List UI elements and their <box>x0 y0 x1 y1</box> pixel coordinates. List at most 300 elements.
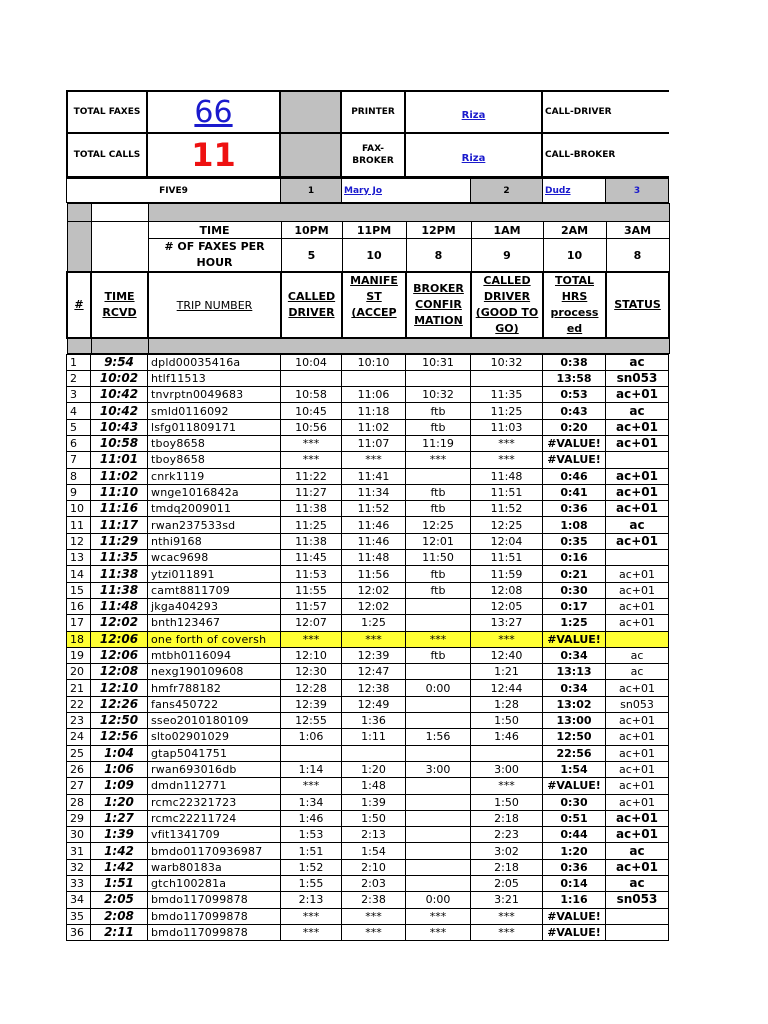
time-received-cell[interactable]: 12:26 <box>91 696 148 712</box>
good-to-go-cell[interactable] <box>471 745 543 761</box>
status-cell[interactable]: ac+01 <box>606 778 669 794</box>
manifest-cell[interactable]: 2:38 <box>342 892 406 908</box>
row-number[interactable]: 10 <box>67 501 91 517</box>
broker-confirmation-cell[interactable]: *** <box>406 924 471 940</box>
status-cell[interactable] <box>606 908 669 924</box>
time-received-cell[interactable]: 11:02 <box>91 468 148 484</box>
status-cell[interactable]: ac+01 <box>606 598 669 614</box>
table-row[interactable] <box>67 550 669 566</box>
status-cell[interactable]: ac <box>606 517 669 533</box>
status-cell[interactable]: ac <box>606 876 669 892</box>
trip-number-cell[interactable]: nthi9168 <box>148 533 281 549</box>
table-row[interactable] <box>67 582 669 598</box>
good-to-go-cell[interactable]: 11:52 <box>471 501 543 517</box>
time-received-cell[interactable]: 11:35 <box>91 550 148 566</box>
status-cell[interactable]: ac <box>606 354 669 370</box>
table-row[interactable] <box>67 859 669 875</box>
total-hrs-cell[interactable]: 0:43 <box>543 403 606 419</box>
trip-number-cell[interactable]: camt8811709 <box>148 582 281 598</box>
called-driver-cell[interactable]: 12:39 <box>281 696 342 712</box>
called-driver-cell[interactable]: 12:07 <box>281 615 342 631</box>
row-number[interactable]: 27 <box>67 778 91 794</box>
total-hrs-cell[interactable]: 22:56 <box>543 745 606 761</box>
table-row[interactable] <box>67 713 669 729</box>
time-received-cell[interactable]: 10:42 <box>91 387 148 403</box>
total-hrs-cell[interactable]: #VALUE! <box>543 908 606 924</box>
good-to-go-cell[interactable]: 2:23 <box>471 827 543 843</box>
manifest-cell[interactable]: *** <box>342 452 406 468</box>
status-cell[interactable]: ac <box>606 664 669 680</box>
row-number[interactable]: 21 <box>67 680 91 696</box>
time-received-cell[interactable]: 1:09 <box>91 778 148 794</box>
good-to-go-cell[interactable]: 12:25 <box>471 517 543 533</box>
status-cell[interactable] <box>606 924 669 940</box>
time-received-cell[interactable]: 1:20 <box>91 794 148 810</box>
time-received-cell[interactable]: 1:42 <box>91 859 148 875</box>
trip-number-cell[interactable]: sseo2010180109 <box>148 713 281 729</box>
total-faxes-value[interactable]: 66 <box>147 91 280 133</box>
called-driver-cell[interactable]: 11:22 <box>281 468 342 484</box>
manifest-cell[interactable]: 12:39 <box>342 647 406 663</box>
manifest-cell[interactable]: 11:07 <box>342 435 406 451</box>
row-number[interactable]: 29 <box>67 810 91 826</box>
table-row[interactable] <box>67 892 669 908</box>
called-driver-cell[interactable]: 1:52 <box>281 859 342 875</box>
broker-confirmation-cell[interactable]: 11:19 <box>406 435 471 451</box>
manifest-cell[interactable]: 1:48 <box>342 778 406 794</box>
row-number[interactable]: 23 <box>67 713 91 729</box>
good-to-go-cell[interactable]: 12:04 <box>471 533 543 549</box>
row-number[interactable]: 22 <box>67 696 91 712</box>
manifest-cell[interactable]: 1:20 <box>342 761 406 777</box>
table-row[interactable] <box>67 761 669 777</box>
time-received-cell[interactable]: 2:05 <box>91 892 148 908</box>
row-number[interactable]: 19 <box>67 647 91 663</box>
called-driver-cell[interactable]: 1:46 <box>281 810 342 826</box>
total-hrs-cell[interactable]: 1:16 <box>543 892 606 908</box>
manifest-cell[interactable]: 1:50 <box>342 810 406 826</box>
row-number[interactable]: 17 <box>67 615 91 631</box>
good-to-go-cell[interactable]: 11:03 <box>471 419 543 435</box>
time-received-cell[interactable]: 10:43 <box>91 419 148 435</box>
time-received-cell[interactable]: 10:42 <box>91 403 148 419</box>
total-hrs-cell[interactable]: 13:02 <box>543 696 606 712</box>
manifest-cell[interactable]: 2:10 <box>342 859 406 875</box>
called-driver-cell[interactable]: 11:55 <box>281 582 342 598</box>
good-to-go-cell[interactable]: 1:50 <box>471 794 543 810</box>
time-received-cell[interactable]: 12:08 <box>91 664 148 680</box>
row-number[interactable]: 16 <box>67 598 91 614</box>
called-driver-cell[interactable]: *** <box>281 452 342 468</box>
total-hrs-cell[interactable]: 0:20 <box>543 419 606 435</box>
row-number[interactable]: 14 <box>67 566 91 582</box>
status-cell[interactable]: ac+01 <box>606 827 669 843</box>
status-cell[interactable]: sn053 <box>606 696 669 712</box>
row-number[interactable]: 2 <box>67 370 91 386</box>
time-received-cell[interactable]: 1:39 <box>91 827 148 843</box>
table-row[interactable] <box>67 908 669 924</box>
status-cell[interactable]: ac+01 <box>606 533 669 549</box>
total-hrs-cell[interactable]: 1:20 <box>543 843 606 859</box>
trip-number-cell[interactable]: one forth of coversh <box>148 631 281 647</box>
row-number[interactable]: 9 <box>67 484 91 500</box>
called-driver-cell[interactable]: 12:30 <box>281 664 342 680</box>
broker-confirmation-cell[interactable] <box>406 778 471 794</box>
manifest-cell[interactable]: 1:54 <box>342 843 406 859</box>
trip-number-cell[interactable]: tnvrptn0049683 <box>148 387 281 403</box>
broker-confirmation-cell[interactable]: ftb <box>406 566 471 582</box>
good-to-go-cell[interactable]: 12:05 <box>471 598 543 614</box>
row-number[interactable]: 15 <box>67 582 91 598</box>
broker-confirmation-cell[interactable]: *** <box>406 452 471 468</box>
manifest-cell[interactable]: 1:36 <box>342 713 406 729</box>
fax-broker-link[interactable]: Riza <box>461 152 486 164</box>
status-cell[interactable] <box>606 452 669 468</box>
table-row[interactable] <box>67 403 669 419</box>
called-driver-cell[interactable]: 10:04 <box>281 354 342 370</box>
manifest-cell[interactable]: 11:06 <box>342 387 406 403</box>
time-received-cell[interactable]: 11:38 <box>91 566 148 582</box>
time-received-cell[interactable]: 10:58 <box>91 435 148 451</box>
called-driver-cell[interactable]: 11:25 <box>281 517 342 533</box>
status-cell[interactable]: sn053 <box>606 892 669 908</box>
manifest-cell[interactable]: *** <box>342 908 406 924</box>
table-row[interactable] <box>67 729 669 745</box>
broker-confirmation-cell[interactable] <box>406 696 471 712</box>
time-received-cell[interactable]: 9:54 <box>91 354 148 370</box>
broker-confirmation-cell[interactable] <box>406 810 471 826</box>
row-number[interactable]: 3 <box>67 387 91 403</box>
trip-number-cell[interactable]: htlf11513 <box>148 370 281 386</box>
five9-agent-1[interactable]: Mary Jo <box>344 185 382 196</box>
total-hrs-cell[interactable]: 0:16 <box>543 550 606 566</box>
good-to-go-cell[interactable]: 1:46 <box>471 729 543 745</box>
manifest-cell[interactable]: 12:47 <box>342 664 406 680</box>
status-cell[interactable]: ac <box>606 403 669 419</box>
trip-number-cell[interactable]: fans450722 <box>148 696 281 712</box>
table-row[interactable] <box>67 778 669 794</box>
time-received-cell[interactable]: 12:10 <box>91 680 148 696</box>
manifest-cell[interactable]: 11:02 <box>342 419 406 435</box>
broker-confirmation-cell[interactable] <box>406 745 471 761</box>
time-received-cell[interactable]: 1:51 <box>91 876 148 892</box>
table-row[interactable] <box>67 468 669 484</box>
table-row[interactable] <box>67 419 669 435</box>
broker-confirmation-cell[interactable] <box>406 615 471 631</box>
time-received-cell[interactable]: 1:04 <box>91 745 148 761</box>
time-received-cell[interactable]: 11:29 <box>91 533 148 549</box>
good-to-go-cell[interactable] <box>471 370 543 386</box>
good-to-go-cell[interactable]: 3:21 <box>471 892 543 908</box>
table-row[interactable] <box>67 354 669 370</box>
total-hrs-cell[interactable]: 0:35 <box>543 533 606 549</box>
table-row[interactable] <box>67 843 669 859</box>
called-driver-cell[interactable]: 12:28 <box>281 680 342 696</box>
broker-confirmation-cell[interactable]: ftb <box>406 484 471 500</box>
five9-agent-1-cell[interactable] <box>342 179 471 203</box>
good-to-go-cell[interactable]: 3:00 <box>471 761 543 777</box>
called-driver-cell[interactable]: 1:14 <box>281 761 342 777</box>
time-received-cell[interactable]: 12:02 <box>91 615 148 631</box>
called-driver-cell[interactable]: 11:38 <box>281 533 342 549</box>
good-to-go-cell[interactable]: *** <box>471 778 543 794</box>
status-cell[interactable] <box>606 631 669 647</box>
total-hrs-cell[interactable]: 0:41 <box>543 484 606 500</box>
row-number[interactable]: 4 <box>67 403 91 419</box>
total-hrs-cell[interactable]: 0:36 <box>543 501 606 517</box>
broker-confirmation-cell[interactable] <box>406 794 471 810</box>
time-received-cell[interactable]: 11:17 <box>91 517 148 533</box>
manifest-cell[interactable]: *** <box>342 924 406 940</box>
status-cell[interactable]: ac+01 <box>606 484 669 500</box>
broker-confirmation-cell[interactable]: 0:00 <box>406 680 471 696</box>
time-received-cell[interactable]: 1:06 <box>91 761 148 777</box>
broker-confirmation-cell[interactable] <box>406 876 471 892</box>
broker-confirmation-cell[interactable]: 10:32 <box>406 387 471 403</box>
trip-number-cell[interactable]: rwan693016db <box>148 761 281 777</box>
time-received-cell[interactable]: 11:01 <box>91 452 148 468</box>
trip-number-cell[interactable]: bmdo117099878 <box>148 908 281 924</box>
total-hrs-cell[interactable]: 0:36 <box>543 859 606 875</box>
broker-confirmation-cell[interactable] <box>406 827 471 843</box>
manifest-cell[interactable]: 12:38 <box>342 680 406 696</box>
total-hrs-cell[interactable]: #VALUE! <box>543 778 606 794</box>
manifest-cell[interactable] <box>342 370 406 386</box>
table-row[interactable] <box>67 631 669 647</box>
five9-agent-2-cell[interactable] <box>543 179 606 203</box>
good-to-go-cell[interactable]: 2:05 <box>471 876 543 892</box>
good-to-go-cell[interactable]: 11:48 <box>471 468 543 484</box>
called-driver-cell[interactable]: 1:53 <box>281 827 342 843</box>
manifest-cell[interactable]: 11:46 <box>342 517 406 533</box>
fax-broker-cell[interactable] <box>405 133 542 177</box>
good-to-go-cell[interactable]: *** <box>471 908 543 924</box>
total-hrs-cell[interactable]: 0:46 <box>543 468 606 484</box>
good-to-go-cell[interactable]: 13:27 <box>471 615 543 631</box>
total-hrs-cell[interactable]: 13:58 <box>543 370 606 386</box>
status-cell[interactable]: ac+01 <box>606 713 669 729</box>
total-hrs-cell[interactable]: 1:25 <box>543 615 606 631</box>
total-hrs-cell[interactable]: 0:14 <box>543 876 606 892</box>
manifest-cell[interactable] <box>342 745 406 761</box>
table-row[interactable] <box>67 680 669 696</box>
trip-number-cell[interactable]: rcmc22321723 <box>148 794 281 810</box>
table-row[interactable] <box>67 827 669 843</box>
row-number[interactable]: 26 <box>67 761 91 777</box>
called-driver-cell[interactable] <box>281 370 342 386</box>
total-hrs-cell[interactable]: 0:30 <box>543 582 606 598</box>
broker-confirmation-cell[interactable] <box>406 664 471 680</box>
good-to-go-cell[interactable]: 1:21 <box>471 664 543 680</box>
good-to-go-cell[interactable]: 11:59 <box>471 566 543 582</box>
good-to-go-cell[interactable]: *** <box>471 631 543 647</box>
broker-confirmation-cell[interactable]: 0:00 <box>406 892 471 908</box>
time-received-cell[interactable]: 11:10 <box>91 484 148 500</box>
status-cell[interactable]: ac+01 <box>606 810 669 826</box>
called-driver-cell[interactable]: *** <box>281 435 342 451</box>
broker-confirmation-cell[interactable]: ftb <box>406 403 471 419</box>
status-cell[interactable]: ac+01 <box>606 761 669 777</box>
table-row[interactable] <box>67 484 669 500</box>
broker-confirmation-cell[interactable] <box>406 468 471 484</box>
row-number[interactable]: 35 <box>67 908 91 924</box>
good-to-go-cell[interactable]: 12:40 <box>471 647 543 663</box>
good-to-go-cell[interactable]: 11:25 <box>471 403 543 419</box>
trip-number-cell[interactable]: dpld00035416a <box>148 354 281 370</box>
called-driver-cell[interactable]: 11:53 <box>281 566 342 582</box>
good-to-go-cell[interactable]: 1:28 <box>471 696 543 712</box>
printer-cell[interactable] <box>405 91 542 133</box>
table-row[interactable] <box>67 924 669 940</box>
trip-number-cell[interactable]: dmdn112771 <box>148 778 281 794</box>
status-cell[interactable]: ac <box>606 647 669 663</box>
trip-number-cell[interactable]: jkga404293 <box>148 598 281 614</box>
table-row[interactable] <box>67 664 669 680</box>
trip-number-cell[interactable]: bmdo117099878 <box>148 924 281 940</box>
time-received-cell[interactable]: 11:16 <box>91 501 148 517</box>
time-received-cell[interactable]: 12:06 <box>91 631 148 647</box>
called-driver-cell[interactable]: 1:34 <box>281 794 342 810</box>
status-cell[interactable]: ac+01 <box>606 387 669 403</box>
row-number[interactable]: 13 <box>67 550 91 566</box>
trip-number-cell[interactable]: vfit1341709 <box>148 827 281 843</box>
row-number[interactable]: 7 <box>67 452 91 468</box>
total-hrs-cell[interactable]: 0:21 <box>543 566 606 582</box>
trip-number-cell[interactable]: gtch100281a <box>148 876 281 892</box>
trip-number-cell[interactable]: warb80183a <box>148 859 281 875</box>
trip-number-cell[interactable]: tboy8658 <box>148 435 281 451</box>
trip-number-cell[interactable]: cnrk1119 <box>148 468 281 484</box>
good-to-go-cell[interactable]: 11:51 <box>471 484 543 500</box>
called-driver-cell[interactable] <box>281 745 342 761</box>
manifest-cell[interactable]: 11:56 <box>342 566 406 582</box>
table-row[interactable] <box>67 452 669 468</box>
called-driver-cell[interactable]: 11:57 <box>281 598 342 614</box>
row-number[interactable]: 8 <box>67 468 91 484</box>
status-cell[interactable]: ac+01 <box>606 680 669 696</box>
called-driver-cell[interactable]: 10:45 <box>281 403 342 419</box>
time-received-cell[interactable]: 12:50 <box>91 713 148 729</box>
row-number[interactable]: 12 <box>67 533 91 549</box>
good-to-go-cell[interactable]: 3:02 <box>471 843 543 859</box>
time-received-cell[interactable]: 11:38 <box>91 582 148 598</box>
good-to-go-cell[interactable]: 2:18 <box>471 859 543 875</box>
good-to-go-cell[interactable]: 2:18 <box>471 810 543 826</box>
table-row[interactable] <box>67 370 669 386</box>
broker-confirmation-cell[interactable] <box>406 843 471 859</box>
manifest-cell[interactable]: 12:02 <box>342 598 406 614</box>
total-hrs-cell[interactable]: #VALUE! <box>543 452 606 468</box>
total-hrs-cell[interactable]: 0:17 <box>543 598 606 614</box>
row-number[interactable]: 31 <box>67 843 91 859</box>
row-number[interactable]: 11 <box>67 517 91 533</box>
row-number[interactable]: 36 <box>67 924 91 940</box>
broker-confirmation-cell[interactable]: 12:25 <box>406 517 471 533</box>
trip-number-cell[interactable]: wnge1016842a <box>148 484 281 500</box>
called-driver-cell[interactable]: *** <box>281 908 342 924</box>
time-received-cell[interactable]: 12:56 <box>91 729 148 745</box>
called-driver-cell[interactable]: 1:06 <box>281 729 342 745</box>
total-hrs-cell[interactable]: 0:44 <box>543 827 606 843</box>
manifest-cell[interactable]: 10:10 <box>342 354 406 370</box>
trip-number-cell[interactable]: rcmc22211724 <box>148 810 281 826</box>
manifest-cell[interactable]: 11:41 <box>342 468 406 484</box>
table-row[interactable] <box>67 387 669 403</box>
trip-number-cell[interactable]: ytzi011891 <box>148 566 281 582</box>
good-to-go-cell[interactable]: *** <box>471 924 543 940</box>
manifest-cell[interactable]: 11:46 <box>342 533 406 549</box>
status-cell[interactable]: ac+01 <box>606 501 669 517</box>
broker-confirmation-cell[interactable] <box>406 713 471 729</box>
called-driver-cell[interactable]: *** <box>281 778 342 794</box>
total-hrs-cell[interactable]: 13:00 <box>543 713 606 729</box>
row-number[interactable]: 18 <box>67 631 91 647</box>
called-driver-cell[interactable]: *** <box>281 631 342 647</box>
broker-confirmation-cell[interactable]: ftb <box>406 582 471 598</box>
table-row[interactable] <box>67 615 669 631</box>
row-number[interactable]: 34 <box>67 892 91 908</box>
row-number[interactable]: 25 <box>67 745 91 761</box>
broker-confirmation-cell[interactable]: 10:31 <box>406 354 471 370</box>
broker-confirmation-cell[interactable]: 11:50 <box>406 550 471 566</box>
status-cell[interactable]: ac+01 <box>606 435 669 451</box>
manifest-cell[interactable]: 2:03 <box>342 876 406 892</box>
status-cell[interactable]: ac <box>606 843 669 859</box>
trip-number-cell[interactable]: tboy8658 <box>148 452 281 468</box>
good-to-go-cell[interactable]: 1:50 <box>471 713 543 729</box>
called-driver-cell[interactable]: 1:51 <box>281 843 342 859</box>
manifest-cell[interactable]: 11:18 <box>342 403 406 419</box>
five9-agent-2[interactable]: Dudz <box>545 185 571 196</box>
time-received-cell[interactable]: 11:48 <box>91 598 148 614</box>
trip-number-cell[interactable]: bmdo117099878 <box>148 892 281 908</box>
good-to-go-cell[interactable]: *** <box>471 452 543 468</box>
total-hrs-cell[interactable]: 0:34 <box>543 680 606 696</box>
manifest-cell[interactable]: 12:02 <box>342 582 406 598</box>
time-received-cell[interactable]: 1:42 <box>91 843 148 859</box>
trip-number-cell[interactable]: smld0116092 <box>148 403 281 419</box>
trip-number-cell[interactable]: mtbh0116094 <box>148 647 281 663</box>
status-cell[interactable]: ac+01 <box>606 419 669 435</box>
status-cell[interactable]: ac+01 <box>606 745 669 761</box>
total-hrs-cell[interactable]: 13:13 <box>543 664 606 680</box>
status-cell[interactable]: ac+01 <box>606 468 669 484</box>
trip-number-cell[interactable]: nexg190109608 <box>148 664 281 680</box>
time-received-cell[interactable]: 1:27 <box>91 810 148 826</box>
total-hrs-cell[interactable]: 0:51 <box>543 810 606 826</box>
status-cell[interactable]: ac+01 <box>606 794 669 810</box>
table-row[interactable] <box>67 794 669 810</box>
broker-confirmation-cell[interactable]: 3:00 <box>406 761 471 777</box>
called-driver-cell[interactable]: 1:55 <box>281 876 342 892</box>
status-cell[interactable]: ac+01 <box>606 582 669 598</box>
called-driver-cell[interactable]: 11:38 <box>281 501 342 517</box>
row-number[interactable]: 28 <box>67 794 91 810</box>
row-number[interactable]: 33 <box>67 876 91 892</box>
row-number[interactable]: 1 <box>67 354 91 370</box>
status-cell[interactable] <box>606 550 669 566</box>
time-received-cell[interactable]: 2:08 <box>91 908 148 924</box>
row-number[interactable]: 24 <box>67 729 91 745</box>
time-received-cell[interactable]: 12:06 <box>91 647 148 663</box>
called-driver-cell[interactable]: 11:45 <box>281 550 342 566</box>
row-number[interactable]: 20 <box>67 664 91 680</box>
table-row[interactable] <box>67 533 669 549</box>
status-cell[interactable]: sn053 <box>606 370 669 386</box>
table-row[interactable] <box>67 501 669 517</box>
good-to-go-cell[interactable]: 11:51 <box>471 550 543 566</box>
broker-confirmation-cell[interactable]: ftb <box>406 501 471 517</box>
